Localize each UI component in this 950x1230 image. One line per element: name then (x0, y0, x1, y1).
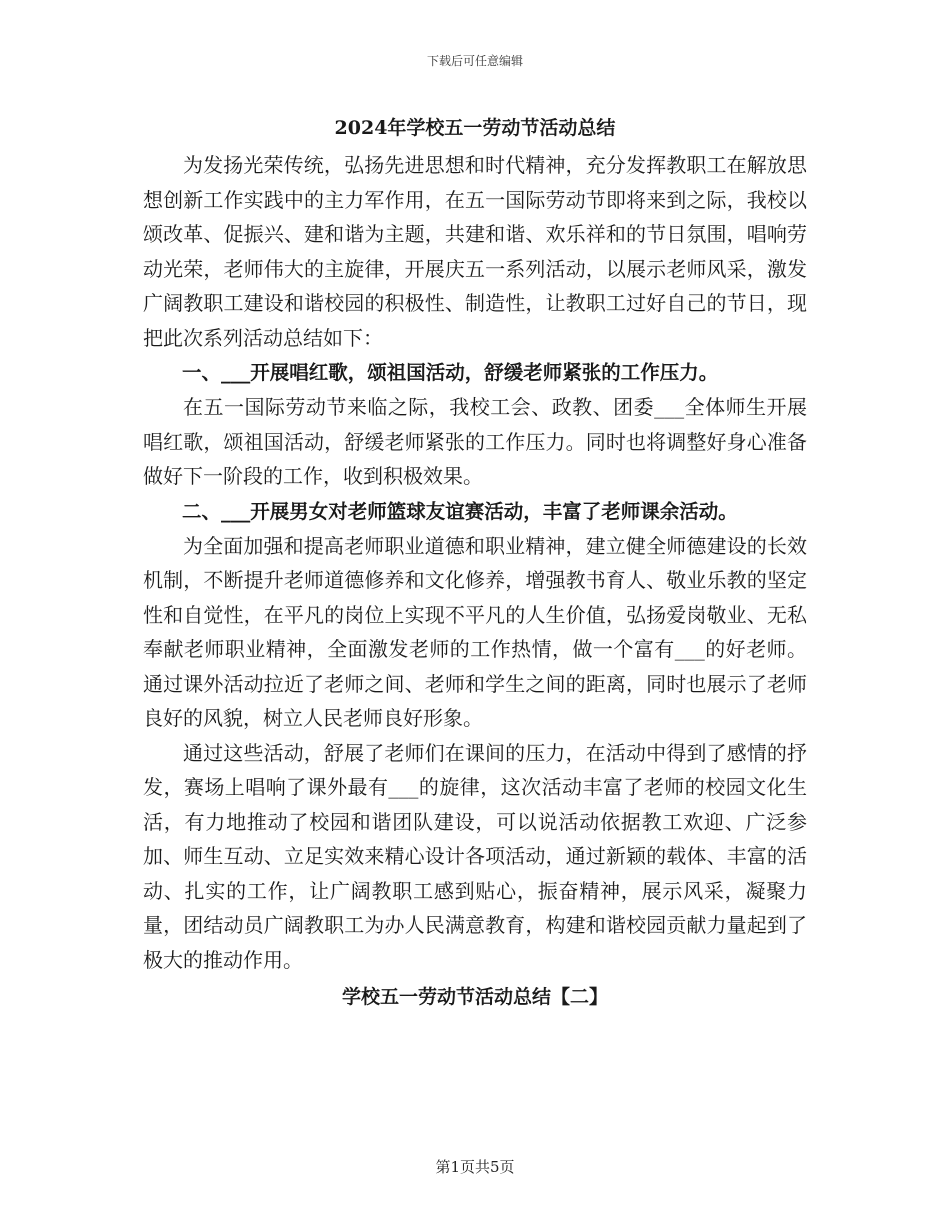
header-note: 下载后可任意编辑 (426, 54, 523, 68)
section-1-paragraph: 在五一国际劳动节来临之际，我校工会、政教、团委___全体师生开展唱红歌，颂祖国活动，舒缓老师紧张的工作压力。同时也将调整好身心准备做好下一阶段的工作，收到积极效果。 (143, 395, 807, 488)
page-number: 第1页共5页 (435, 1158, 515, 1176)
section-subtitle: 学校五一劳动节活动总结【二】 (341, 986, 608, 1008)
intro-paragraph: 为发扬光荣传统，弘扬先进思想和时代精神，充分发挥教职工在解放思想创新工作实践中的主力军作用，在五一国际劳动节即将来到之际，我校以颂改革、促振兴、建和谐为主题，共建和谐、欢乐祥和的节日氛围，唱响劳动光荣，老师伟大的主旋律，开展庆五一系列活动，以展示老师风采，激发广阔教职工建设和谐校园的积极性、制造性，让教职工过好自己的节日，现把此次系列活动总结如下： (143, 153, 807, 350)
section-2-paragraph: 为全面加强和提高老师职业道德和职业精神，建立健全师德建设的长效机制，不断提升老师道德修养和文化修养，增强教书育人、敬业乐教的坚定性和自觉性，在平凡的岗位上实现不平凡的人生价值，弘扬爱岗敬业、无私奉献老师职业精神，全面激发老师的工作热情，做一个富有___的好老师。通过课外活动拉近了老师之间、老师和学生之间的距离，同时也展示了老师良好的风貌，树立人民老师良好形象。 (143, 533, 807, 730)
section-heading-1: 一、___开展唱红歌，颂祖国活动，舒缓老师紧张的工作压力。 (182, 361, 719, 384)
document-title: 2024年学校五一劳动节活动总结 (334, 117, 616, 139)
conclusion-paragraph: 通过这些活动，舒展了老师们在课间的压力，在活动中得到了感情的抒发，赛场上唱响了课外最有___的旋律，这次活动丰富了老师的校园文化生活，有力地推动了校园和谐团队建设，可以说活动依据教工欢迎、广泛参加、师生互动、立足实效来精心设计各项活动，通过新颖的载体、丰富的活动、扎实的工作，让广阔教职工感到贴心，振奋精神，展示风采，凝聚力量，团结动员广阔教职工为办人民满意教育，构建和谐校园贡献力量起到了极大的推动作用。 (143, 740, 807, 972)
document-body (143, 108, 807, 1017)
section-heading-2: 二、___开展男女对老师篮球友谊赛活动，丰富了老师课余活动。 (182, 499, 738, 523)
